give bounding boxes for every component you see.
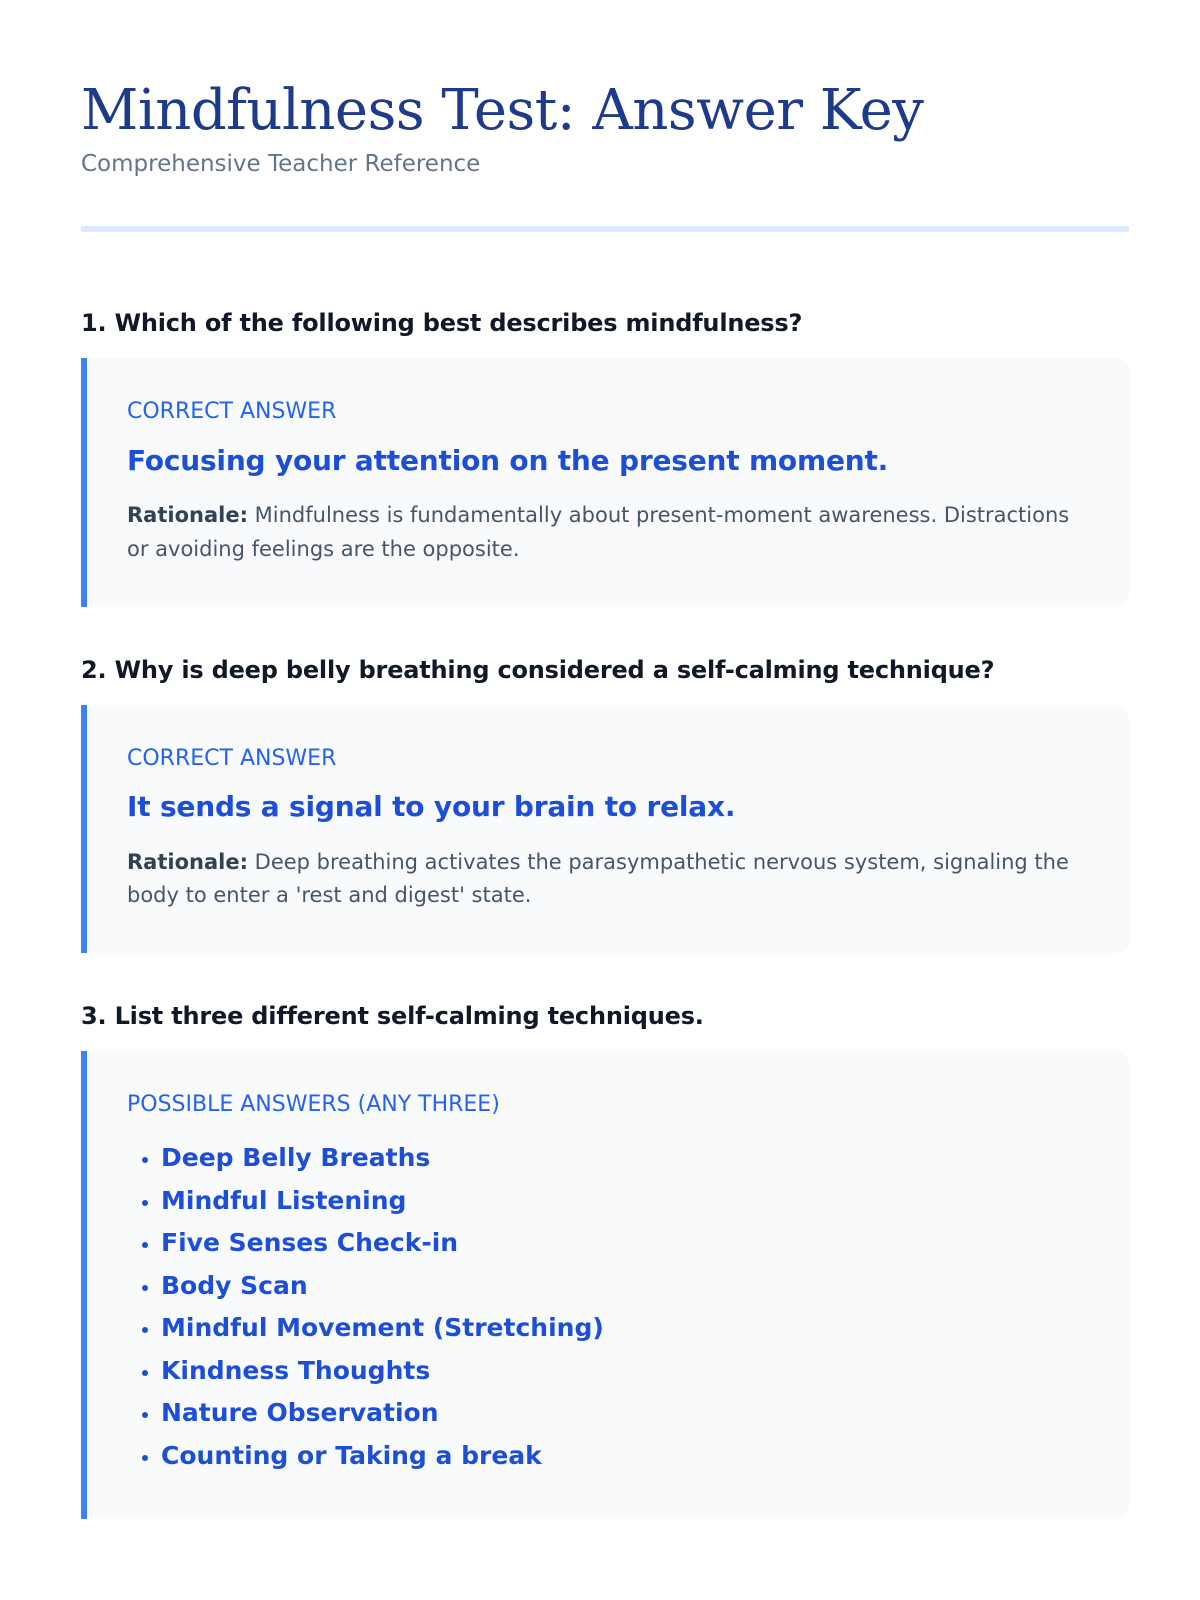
- list-item: • Body Scan: [161, 1265, 1087, 1308]
- rationale-label: Rationale:: [127, 503, 248, 528]
- answer-card: [81, 358, 1129, 606]
- rationale: [127, 846, 1087, 913]
- question-text: 1. Which of the following best describes mindfulness?: [81, 309, 803, 338]
- question-text: 3. List three different self-calming techniques.: [81, 1001, 704, 1030]
- list-item: • Nature Observation: [161, 1392, 1087, 1435]
- correct-answer: Focusing your attention on the present moment.: [127, 443, 889, 477]
- header-divider: [81, 226, 1129, 232]
- rationale: [127, 499, 1087, 566]
- answer-label: CORRECT ANSWER: [127, 745, 337, 771]
- list-item: • Five Senses Check-in: [161, 1222, 1087, 1265]
- answer-key-page: [81, 80, 1129, 1567]
- list-item: • Deep Belly Breaths: [161, 1137, 1087, 1180]
- question-3: [81, 1001, 1129, 1520]
- rationale-text: Deep breathing activates the parasympathetic nervous system, signaling the body to enter a 'rest and digest' state.: [127, 849, 1069, 908]
- list-item: • Counting or Taking a break: [161, 1435, 1087, 1478]
- possible-answers-list: [127, 1137, 1087, 1477]
- answer-label: POSSIBLE ANSWERS (ANY THREE): [127, 1091, 500, 1117]
- page-title: Mindfulness Test: Answer Key: [81, 78, 924, 143]
- list-item: • Kindness Thoughts: [161, 1350, 1087, 1393]
- list-item: • Mindful Listening: [161, 1180, 1087, 1223]
- list-item: • Mindful Movement (Stretching): [161, 1307, 1087, 1350]
- correct-answer: It sends a signal to your brain to relax.: [127, 790, 736, 824]
- answer-card: [81, 705, 1129, 953]
- rationale-text: Mindfulness is fundamentally about present-moment awareness. Distractions or avoiding feelings are the opposite.: [127, 503, 1070, 561]
- document-header: [81, 80, 1129, 232]
- questions-list: [81, 308, 1129, 1519]
- answer-label: CORRECT ANSWER: [127, 399, 337, 425]
- page-subtitle: Comprehensive Teacher Reference: [81, 150, 481, 177]
- question-2: [81, 655, 1129, 953]
- question-1: [81, 308, 1129, 606]
- answer-card: [81, 1051, 1129, 1520]
- rationale-label: Rationale:: [127, 849, 248, 874]
- question-text: 2. Why is deep belly breathing considered a self-calming technique?: [81, 655, 995, 684]
